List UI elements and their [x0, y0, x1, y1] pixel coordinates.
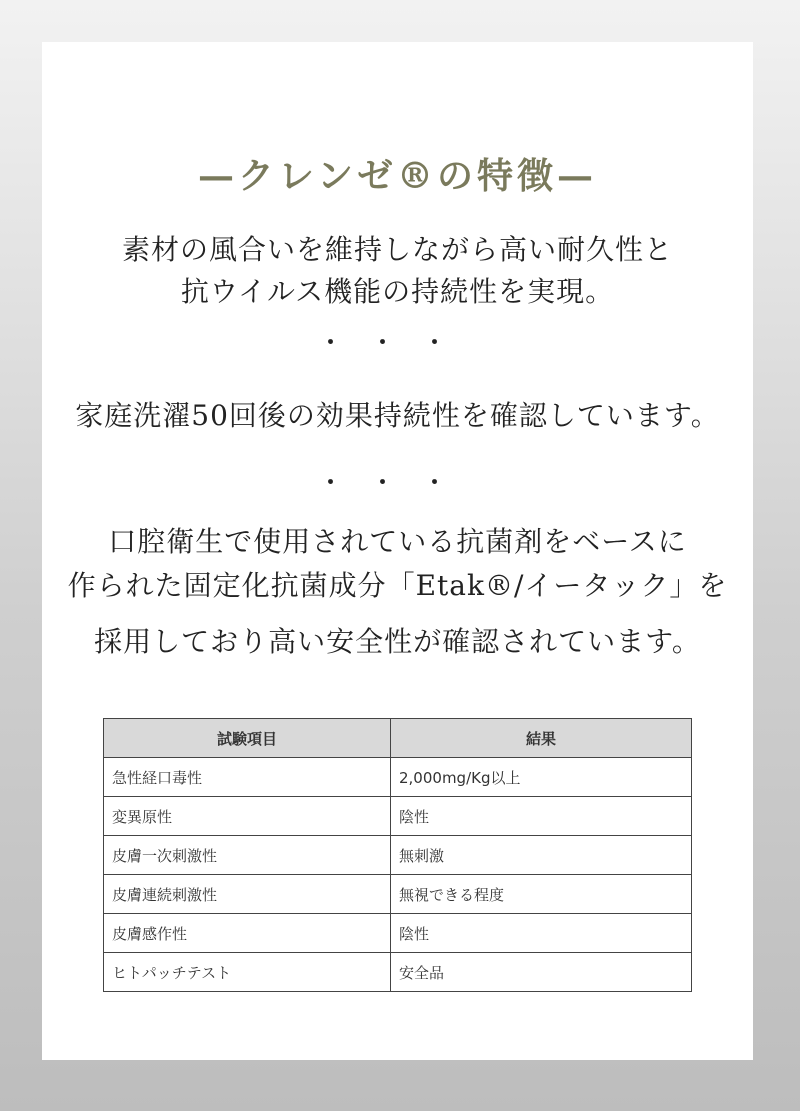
result-cell: 陰性 — [391, 797, 692, 836]
header-result: 結果 — [391, 719, 692, 758]
test-item-cell: ヒトパッチテスト — [104, 953, 391, 992]
header-test-item: 試験項目 — [104, 719, 391, 758]
separator-dots-1: ・・・ — [319, 330, 476, 356]
result-cell: 2,000mg/Kg以上 — [391, 758, 692, 797]
result-cell: 陰性 — [391, 914, 692, 953]
intro-line-2: 抗ウイルス機能の持続性を実現。 — [180, 275, 615, 308]
test-item-cell: 急性経口毒性 — [104, 758, 391, 797]
content-card — [42, 42, 753, 1060]
table-row — [104, 836, 692, 875]
agent-line-1: 口腔衛生で使用されている抗菌剤をベースに — [108, 525, 687, 558]
separator-dots-2: ・・・ — [319, 470, 476, 496]
table-row — [104, 953, 692, 992]
result-cell: 無視できる程度 — [391, 875, 692, 914]
result-cell: 安全品 — [391, 953, 692, 992]
intro-line-1: 素材の風合いを維持しながら高い耐久性と — [121, 233, 673, 266]
table-row — [104, 875, 692, 914]
safety-test-table — [103, 718, 692, 992]
result-cell: 無刺激 — [391, 836, 692, 875]
section-title: —クレンゼ®の特徴— — [197, 155, 598, 197]
test-item-cell: 皮膚一次刺激性 — [104, 836, 391, 875]
table-row — [104, 914, 692, 953]
washing-text: 家庭洗濯50回後の効果持続性を確認しています。 — [75, 399, 720, 432]
table-row — [104, 758, 692, 797]
test-item-cell: 変異原性 — [104, 797, 391, 836]
test-item-cell: 皮膚感作性 — [104, 914, 391, 953]
test-item-cell: 皮膚連続刺激性 — [104, 875, 391, 914]
table-row — [104, 797, 692, 836]
agent-line-2: 作られた固定化抗菌成分「Etak®/イータック」を — [67, 569, 728, 602]
agent-line-3: 採用しており高い安全性が確認されています。 — [94, 625, 701, 658]
table-header-row — [104, 719, 692, 758]
